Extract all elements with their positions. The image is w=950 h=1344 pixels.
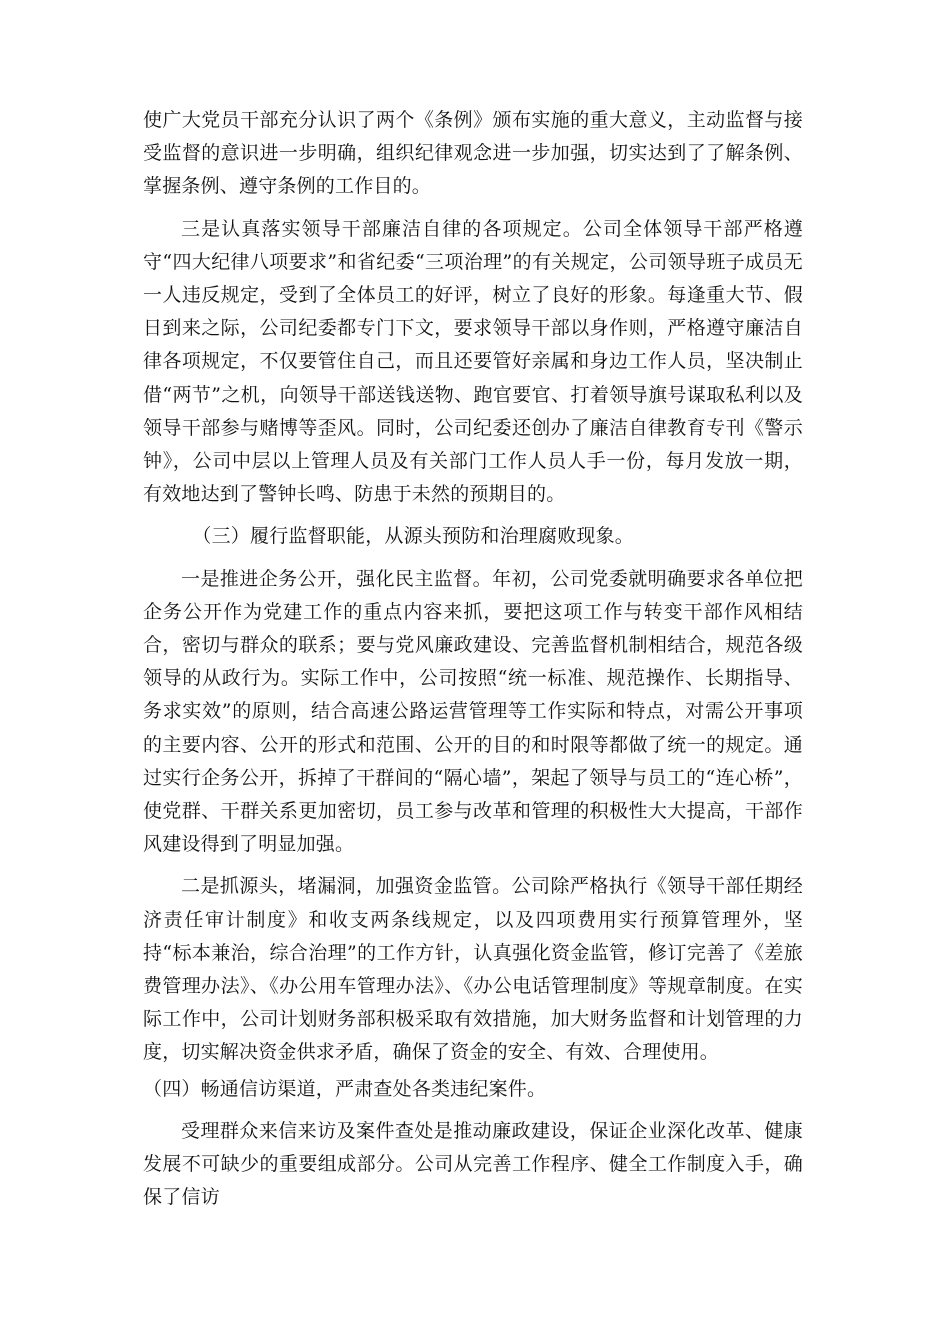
- paragraph-petition-handling: 受理群众来信来访及案件查处是推动廉政建设，保证企业深化改革、健康发展不可缺少的重要组成部分。公司从完善工作程序、健全工作制度入手，确保了信访: [143, 1119, 803, 1209]
- paragraph-integrity-rules: 三是认真落实领导干部廉洁自律的各项规定。公司全体领导干部严格遵守“四大纪律八项要求”和省纪委“三项治理”的有关规定，公司领导班子成员无一人违反规定，受到了全体员工的好评，树立了良好的形象。每逢重大节、假日到来之际，公司纪委都专门下文，要求领导干部以身作则，严格遵守廉洁自律各项规定，不仅要管住自己，而且还要管好亲属和身边工作人员，坚决制止借“两节”之机，向领导干部送钱送物、跑官要官、打着领导旗号谋取私利以及领导干部参与赌博等歪风。同时，公司纪委还创办了廉洁自律教育专刊《警示钟》，公司中层以上管理人员及有关部门工作人员人手一份，每月发放一期，有效地达到了警钟长鸣、防患于未然的预期目的。: [143, 217, 803, 506]
- section-heading-petitions: （四）畅通信访渠道，严肃查处各类违纪案件。: [143, 1077, 547, 1100]
- paragraph-enterprise-openness: 一是推进企务公开，强化民主监督。年初，公司党委就明确要求各单位把企务公开作为党建工作的重点内容来抓，要把这项工作与转变干部作风相结合，密切与群众的联系；要与党风廉政建设、完善监督机制相结合，规范各级领导的从政行为。实际工作中，公司按照“统一标准、规范操作、长期指导、务求实效”的原则，结合高速公路运营管理等工作实际和特点，对需公开事项的主要内容、公开的形式和范围、公开的目的和时限等都做了统一的规定。通过实行企务公开，拆掉了干群间的“隔心墙”，架起了领导与员工的“连心桥”，使党群、干群关系更加密切，员工参与改革和管理的积极性大大提高，干部作风建设得到了明显加强。: [143, 567, 803, 856]
- section-heading-supervision: （三）履行监督职能，从源头预防和治理腐败现象。: [192, 525, 634, 548]
- paragraph-continuation: 使广大党员干部充分认识了两个《条例》颁布实施的重大意义，主动监督与接受监督的意识进一步明确，组织纪律观念进一步加强，切实达到了了解条例、掌握条例、遵守条例的工作目的。: [143, 109, 803, 198]
- paragraph-fund-supervision: 二是抓源头，堵漏洞，加强资金监管。公司除严格执行《领导干部任期经济责任审计制度》和收支两条线规定，以及四项费用实行预算管理外，坚持“标本兼治，综合治理”的工作方针，认真强化资金监管，修订完善了《差旅费管理办法》、《办公用车管理办法》、《办公电话管理制度》等规章制度。在实际工作中，公司计划财务部积极采取有效措施，加大财务监督和计划管理的力度，切实解决资金供求矛盾，确保了资金的安全、有效、合理使用。: [143, 875, 803, 1064]
- document-page: [143, 104, 803, 1215]
